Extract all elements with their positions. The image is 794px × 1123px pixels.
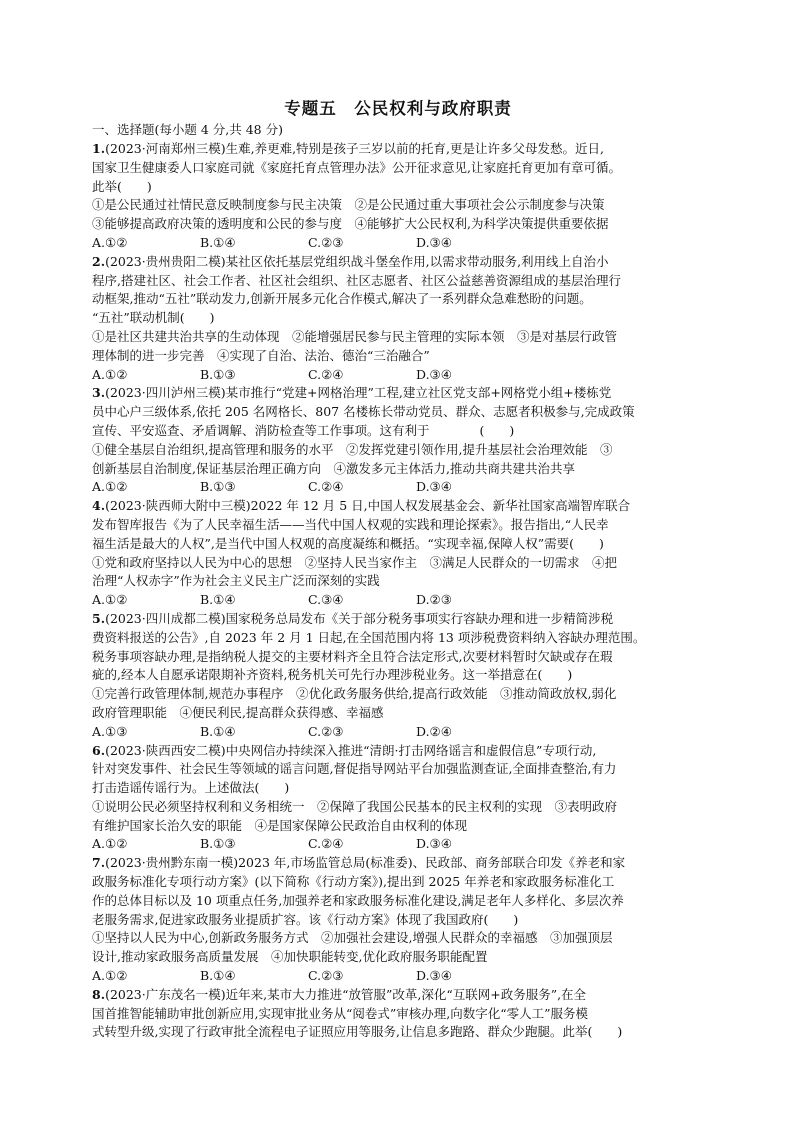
- question-number: 8.: [92, 986, 106, 1002]
- answer-option: C.②④: [308, 366, 344, 382]
- question-text: ①党和政府坚持以人民为中心的思想 ②坚持人民当家作主 ③满足人民群众的一切需求 ④把: [92, 554, 618, 570]
- answer-option: C.②④: [308, 479, 344, 495]
- answer-options: [92, 835, 704, 854]
- question-text-line: [92, 535, 704, 554]
- answer-option: B.①③: [200, 366, 236, 382]
- question-text: (2023·四川成都二模)国家税务总局发布《关于部分税务事项实行容缺办理和进一步精简涉税: [105, 610, 614, 626]
- question-text-line: [92, 196, 704, 215]
- question-text: ①是公民通过社情民意反映制度参与民主决策 ②是公民通过重大事项社会公示制度参与决策: [92, 197, 605, 213]
- question-text-line: [92, 178, 704, 197]
- question-text-line: [92, 554, 704, 573]
- question-text-line: [92, 704, 704, 723]
- answer-option: A.①③: [92, 723, 128, 739]
- answer-option: C.②③: [308, 723, 344, 739]
- question-text: ①坚持以人民为中心,创新政务服务方式 ②加强社会建设,增强人民群众的幸福感 ③加强顶层: [92, 930, 613, 946]
- question-text-line: [92, 272, 704, 291]
- question-text-line: [92, 779, 704, 798]
- question-text: (2023·贵州贵阳二模)某社区依托基层党组织战斗堡垒作用,以需求带动服务,利用线上自治小: [105, 253, 609, 269]
- question-text-line: [92, 798, 704, 817]
- question-text-line: [92, 460, 704, 479]
- answer-option: B.①④: [200, 234, 236, 250]
- page-title: 专题五 公民权利与政府职责: [284, 99, 512, 118]
- question-text: 国首推智能辅助审批创新应用,实现审批业务从“阅卷式”审核办理,向数字化“零人工”服务模: [92, 1005, 589, 1021]
- question-text-line: [92, 403, 704, 422]
- question-text: 费资料报送的公告》,自 2023 年 2 月 1 日起,在全国范围内将 13 项涉税费资料纳入容缺办理范围。: [92, 629, 646, 645]
- question-text-line: [92, 629, 704, 648]
- answer-option: A.①②: [92, 479, 128, 495]
- section-heading: 一、选择题(每小题 4 分,共 48 分): [92, 122, 283, 137]
- question-list: [92, 140, 704, 1042]
- question-8: [92, 986, 704, 1042]
- question-text-line: [92, 892, 704, 911]
- question-3: [92, 384, 704, 497]
- answer-option: B.①④: [200, 592, 236, 608]
- question-text: 国家卫生健康委人口家庭司就《家庭托育点管理办法》公开征求意见,让家庭托育更加有章可循。: [92, 159, 621, 175]
- question-text: ①说明公民必须坚持权利和义务相统一 ②保障了我国公民基本的民主权利的实现 ③表明政府: [92, 798, 618, 814]
- answer-option: C.③④: [308, 592, 344, 608]
- answer-option: A.①②: [92, 968, 128, 984]
- question-text-line: [92, 516, 704, 535]
- question-text-line: [92, 572, 704, 591]
- question-number: 5.: [92, 610, 106, 626]
- answer-option: B.①④: [200, 723, 236, 739]
- question-text: 设计,推动家政服务高质量发展 ④加快职能转变,优化政府服务职能配置: [92, 949, 488, 965]
- question-text: 式转型升级,实现了行政审批全流程电子证照应用等服务,让信息多跑路、群众少跑腿。此举( ): [92, 1024, 623, 1040]
- question-text: 程序,搭建社区、社会工作者、社区社会组织、社区志愿者、社区公益慈善资源组成的基层治理行: [92, 272, 621, 288]
- question-text-line: [92, 140, 704, 159]
- question-text: (2023·贵州黔东南一模)2023 年,市场监管总局(标准委)、民政部、商务部联合印发《养老和家: [105, 855, 626, 871]
- question-text: 理体制的进一步完善 ④实现了自治、法治、德治“三治融合”: [92, 347, 430, 363]
- question-text: 打击造谣传谣行为。上述做法( ): [92, 780, 290, 796]
- document-page: [92, 97, 704, 1042]
- question-text: 有维护国家长治久安的职能 ④是国家保障公民政治自由权利的体现: [92, 817, 468, 833]
- question-7: [92, 854, 704, 986]
- answer-option: D.②④: [416, 723, 452, 739]
- question-1: [92, 140, 704, 253]
- question-text: 税务事项容缺办理,是指纳税人提交的主要材料齐全且符合法定形式,次要材料暂时欠缺或存在瑕: [92, 648, 613, 664]
- answer-option: B.①③: [200, 836, 236, 852]
- answer-option: D.③④: [416, 836, 452, 852]
- question-number: 4.: [92, 498, 106, 514]
- question-text-line: [92, 422, 704, 441]
- question-text-line: [92, 215, 704, 234]
- answer-options: [92, 366, 704, 385]
- question-text: ①健全基层自治组织,提高管理和服务的水平 ②发挥党建引领作用,提升基层社会治理效能 ③: [92, 441, 613, 457]
- question-text-line: [92, 290, 704, 309]
- answer-option: C.②③: [308, 234, 344, 250]
- question-6: [92, 742, 704, 855]
- question-text: (2023·陕西西安二模)中央网信办持续深入推进“清朗·打击网络谣言和虚假信息”专项行动,: [105, 742, 597, 758]
- answer-option: C.②④: [308, 836, 344, 852]
- question-text: 治理“人权赤字”作为社会主义民主广泛而深刻的实践: [92, 573, 380, 589]
- question-text: (2023·四川泸州三模)某市推行“党建+网格治理”工程,建立社区党支部+网格党小组+楼栋党: [105, 385, 612, 401]
- question-text-line: [92, 441, 704, 460]
- question-text-line: [92, 648, 704, 667]
- answer-option: D.③④: [416, 968, 452, 984]
- question-number: 2.: [92, 253, 106, 269]
- question-text: 此举( ): [92, 178, 152, 194]
- answer-option: C.②③: [308, 968, 344, 984]
- answer-options: [92, 234, 704, 253]
- question-text-line: [92, 854, 704, 873]
- answer-option: A.①②: [92, 836, 128, 852]
- question-number: 3.: [92, 385, 106, 401]
- question-text-line: [92, 384, 704, 403]
- answer-option: D.③④: [416, 234, 452, 250]
- answer-options: [92, 723, 704, 742]
- question-text: 福生活是最大的人权”,是当代中国人权观的高度凝练和概括。“实现幸福,保障人权”需要( ): [92, 535, 604, 551]
- answer-option: B.①③: [200, 479, 236, 495]
- answer-options: [92, 967, 704, 986]
- answer-option: D.③④: [416, 479, 452, 495]
- question-text-line: [92, 610, 704, 629]
- question-text-line: [92, 159, 704, 178]
- question-text: 发布智库报告《为了人民幸福生活——当代中国人权观的实践和理论探索》。报告指出,“人民幸: [92, 516, 609, 532]
- question-text: 疵的,经本人自愿承诺限期补齐资料,税务机关可先行办理涉税业务。这一举措意在( ): [92, 667, 573, 683]
- question-text-line: [92, 1023, 704, 1042]
- question-text-line: [92, 986, 704, 1005]
- question-text-line: [92, 497, 704, 516]
- question-text: 作的总体目标以及 10 项重点任务,加强养老和家政服务标准化建设,满足老年人多样化、多层次养: [92, 892, 624, 908]
- question-number: 1.: [92, 141, 106, 156]
- question-text: “五社”联动机制( ): [92, 310, 215, 326]
- question-text-line: [92, 253, 704, 272]
- question-text-line: [92, 873, 704, 892]
- answer-option: A.①②: [92, 366, 128, 382]
- question-text-line: [92, 929, 704, 948]
- question-4: [92, 497, 704, 610]
- question-text-line: [92, 666, 704, 685]
- question-text: (2023·广东茂名一模)近年来,某市大力推进“放管服”改革,深化“互联网+政务服务”,在全: [105, 986, 587, 1002]
- question-text-line: [92, 1005, 704, 1024]
- question-text-line: [92, 817, 704, 836]
- answer-option: D.③④: [416, 366, 452, 382]
- question-text: ①完善行政管理体制,规范办事程序 ②优化政务服务供给,提高行政效能 ③推动简政放权,弱化: [92, 686, 617, 702]
- question-text: 老服务需求,促进家政服务业提质扩容。该《行动方案》体现了我国政府( ): [92, 911, 519, 927]
- question-text-line: [92, 309, 704, 328]
- question-text: ③能够提高政府决策的透明度和公民的参与度 ④能够扩大公民权利,为科学决策提供重要依据: [92, 216, 609, 232]
- question-number: 6.: [92, 742, 106, 758]
- question-2: [92, 253, 704, 385]
- question-text: (2023·陕西师大附中三模)2022 年 12 月 5 日,中国人权发展基金会、新华社国家高端智库联合: [105, 498, 631, 514]
- answer-option: A.①②: [92, 234, 128, 250]
- answer-option: A.①②: [92, 592, 128, 608]
- question-number: 7.: [92, 855, 106, 871]
- answer-options: [92, 591, 704, 610]
- question-text-line: [92, 911, 704, 930]
- question-text: ①是社区共建共治共享的生动体现 ②能增强居民参与民主管理的实际本领 ③是对基层行政管: [92, 328, 618, 344]
- question-text-line: [92, 742, 704, 761]
- question-text: 宣传、平安巡查、矛盾调解、消防检查等工作事项。这有利于 ( ): [92, 422, 515, 438]
- question-text-line: [92, 760, 704, 779]
- question-text: 政府管理职能 ④便民利民,提高群众获得感、幸福感: [92, 704, 384, 720]
- question-text: 动框架,推动“五社”联动发力,创新开展多元化合作模式,解决了一系列群众急难愁盼的问题。: [92, 291, 592, 307]
- answer-option: B.①④: [200, 968, 236, 984]
- question-text: 针对突发事件、社会民生等领域的谣言问题,督促指导网站平台加强监测查证,全面排查整治,有力: [92, 761, 617, 777]
- answer-options: [92, 478, 704, 497]
- question-text: 员中心户三级体系,依托 205 名网格长、807 名楼栋长带动党员、群众、志愿者积极参与,完成政策: [92, 404, 635, 420]
- question-5: [92, 610, 704, 742]
- question-text: (2023·河南郑州三模)生难,养更难,特别是孩子三岁以前的托育,更是让许多父母发愁。近日,: [105, 141, 604, 156]
- question-text-line: [92, 948, 704, 967]
- question-text-line: [92, 347, 704, 366]
- question-text-line: [92, 685, 704, 704]
- question-text-line: [92, 328, 704, 347]
- answer-option: D.②③: [416, 592, 452, 608]
- question-text: 政服务标准化专项行动方案》(以下简称《行动方案》),提出到 2025 年养老和家政服务标准化工: [92, 874, 615, 890]
- question-text: 创新基层自治制度,保证基层治理正确方向 ④激发多元主体活力,推动共商共建共治共享: [92, 460, 575, 476]
